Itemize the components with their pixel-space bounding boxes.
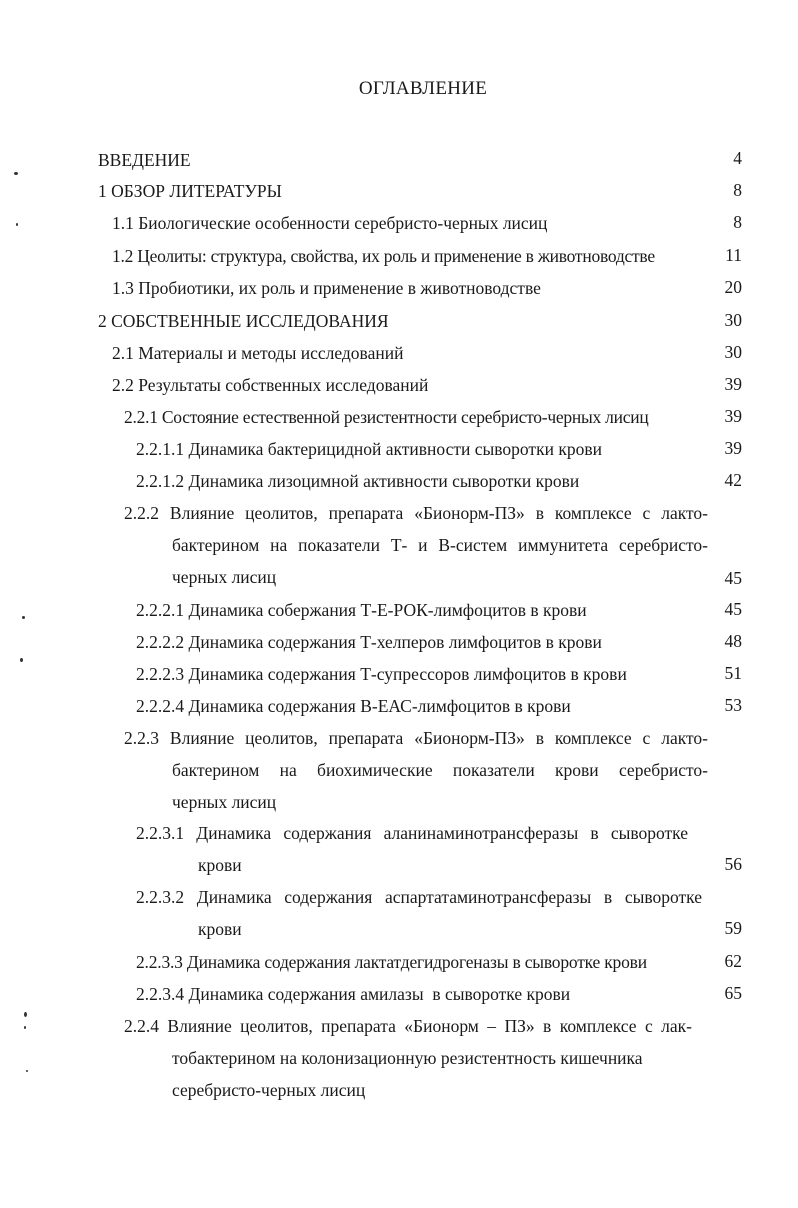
- toc-page-number: 39: [724, 438, 742, 458]
- toc-entry-2-2-4-line1: 2.2.4 Влияние цеолитов, препарата «Бионорм – ПЗ» в комплексе с лак-: [124, 1016, 692, 1036]
- toc-entry-1-1: 1.1 Биологические особенности серебристо-черных лисиц: [112, 213, 548, 233]
- toc-entry-2-2-1-2: 2.2.1.2 Динамика лизоцимной активности сыворотки крови: [136, 471, 580, 491]
- toc-entry-chapter-1: 1 ОБЗОР ЛИТЕРАТУРЫ: [98, 181, 282, 201]
- toc-page-number: 30: [724, 310, 742, 330]
- toc-entry-2-2-2-line2: бактерином на показатели Т- и В-систем иммунитета серебристо-: [172, 535, 708, 555]
- toc-page-number: 59: [724, 918, 742, 938]
- toc-entry-2-2-3-3: 2.2.3.3 Динамика содержания лактатдегидрогеназы в сыворотке крови: [136, 952, 647, 972]
- scan-speck: [24, 1012, 27, 1017]
- toc-page-number: 48: [724, 631, 742, 651]
- toc-entry-2-2-1-1: 2.2.1.1 Динамика бактерицидной активности сыворотки крови: [136, 439, 602, 459]
- toc-page-number: 45: [724, 599, 742, 619]
- toc-entry-2-2-3-1-line1: 2.2.3.1 Динамика содержания аланинаминотрансферазы в сыворотке: [136, 823, 688, 843]
- scan-speck: [22, 616, 25, 619]
- toc-page-number: 4: [733, 148, 742, 168]
- toc-entry-2-2-3-2-line2: крови: [198, 919, 242, 939]
- toc-entry-2-2-2-2: 2.2.2.2 Динамика содержания Т-хелперов лимфоцитов в крови: [136, 632, 602, 652]
- toc-entry-2-2-3-line2: бактерином на биохимические показатели крови серебристо-: [172, 760, 708, 780]
- toc-entry-2-2-2-3: 2.2.2.3 Динамика содержания Т-супрессоров лимфоцитов в крови: [136, 664, 627, 684]
- toc-entry-2-2-3-1-line2: крови: [198, 855, 242, 875]
- toc-page-number: 30: [724, 342, 742, 362]
- toc-entry-2-2-4-line2: тобактерином на колонизационную резистентность кишечника: [172, 1048, 643, 1068]
- toc-entry-2-2-3-2-line1: 2.2.3.2 Динамика содержания аспартатаминотрансферазы в сыворотке: [136, 887, 702, 907]
- scan-speck: [20, 658, 23, 662]
- toc-page-number: 39: [724, 374, 742, 394]
- toc-entry-2-2-2-line3: черных лисиц: [172, 567, 277, 587]
- toc-entry-2-2-3-line1: 2.2.3 Влияние цеолитов, препарата «Бионорм-ПЗ» в комплексе с лакто-: [124, 728, 708, 748]
- scan-speck: [26, 1070, 28, 1072]
- toc-page-number: 45: [724, 568, 742, 588]
- toc-entry-2-2-2-4: 2.2.2.4 Динамика содержания В-ЕАС-лимфоцитов в крови: [136, 696, 571, 716]
- toc-page-number: 53: [724, 695, 742, 715]
- toc-entry-1-2: 1.2 Цеолиты: структура, свойства, их роль и применение в животноводстве: [112, 246, 655, 266]
- scan-speck: [14, 172, 18, 175]
- toc-page-number: 39: [724, 406, 742, 426]
- toc-entry-2-2: 2.2 Результаты собственных исследований: [112, 375, 429, 395]
- scan-speck: [16, 223, 18, 226]
- toc-entry-1-3: 1.3 Пробиотики, их роль и применение в животноводстве: [112, 278, 541, 298]
- toc-page-number: 51: [724, 663, 742, 683]
- toc-page-number: 42: [724, 470, 742, 490]
- toc-entry-2-2-2-1: 2.2.2.1 Динамика собержания Т-Е-РОК-лимфоцитов в крови: [136, 600, 587, 620]
- toc-page-number: 56: [724, 854, 742, 874]
- toc-page-number: 8: [733, 180, 742, 200]
- toc-entry-2-2-3-line3: черных лисиц: [172, 792, 277, 812]
- toc-entry-2-1: 2.1 Материалы и методы исследований: [112, 343, 404, 363]
- toc-page-number: 62: [724, 951, 742, 971]
- toc-entry-2-2-1: 2.2.1 Состояние естественной резистентности серебристо-черных лисиц: [124, 407, 649, 427]
- toc-page-number: 20: [724, 277, 742, 297]
- toc-entry-chapter-2: 2 СОБСТВЕННЫЕ ИССЛЕДОВАНИЯ: [98, 311, 389, 331]
- toc-entry-2-2-2-line1: 2.2.2 Влияние цеолитов, препарата «Бионорм-ПЗ» в комплексе с лакто-: [124, 503, 708, 523]
- scan-speck: [24, 1026, 26, 1029]
- toc-entry-2-2-3-4: 2.2.3.4 Динамика содержания амилазы в сыворотке крови: [136, 984, 571, 1004]
- toc-page-number: 8: [733, 212, 742, 232]
- toc-page-number: 65: [724, 983, 742, 1003]
- toc-entry-introduction: ВВЕДЕНИЕ: [98, 150, 191, 170]
- page-title: ОГЛАВЛЕНИЕ: [358, 78, 488, 99]
- toc-page-number: 11: [725, 245, 742, 265]
- toc-entry-2-2-4-line3: серебристо-черных лисиц: [172, 1080, 366, 1100]
